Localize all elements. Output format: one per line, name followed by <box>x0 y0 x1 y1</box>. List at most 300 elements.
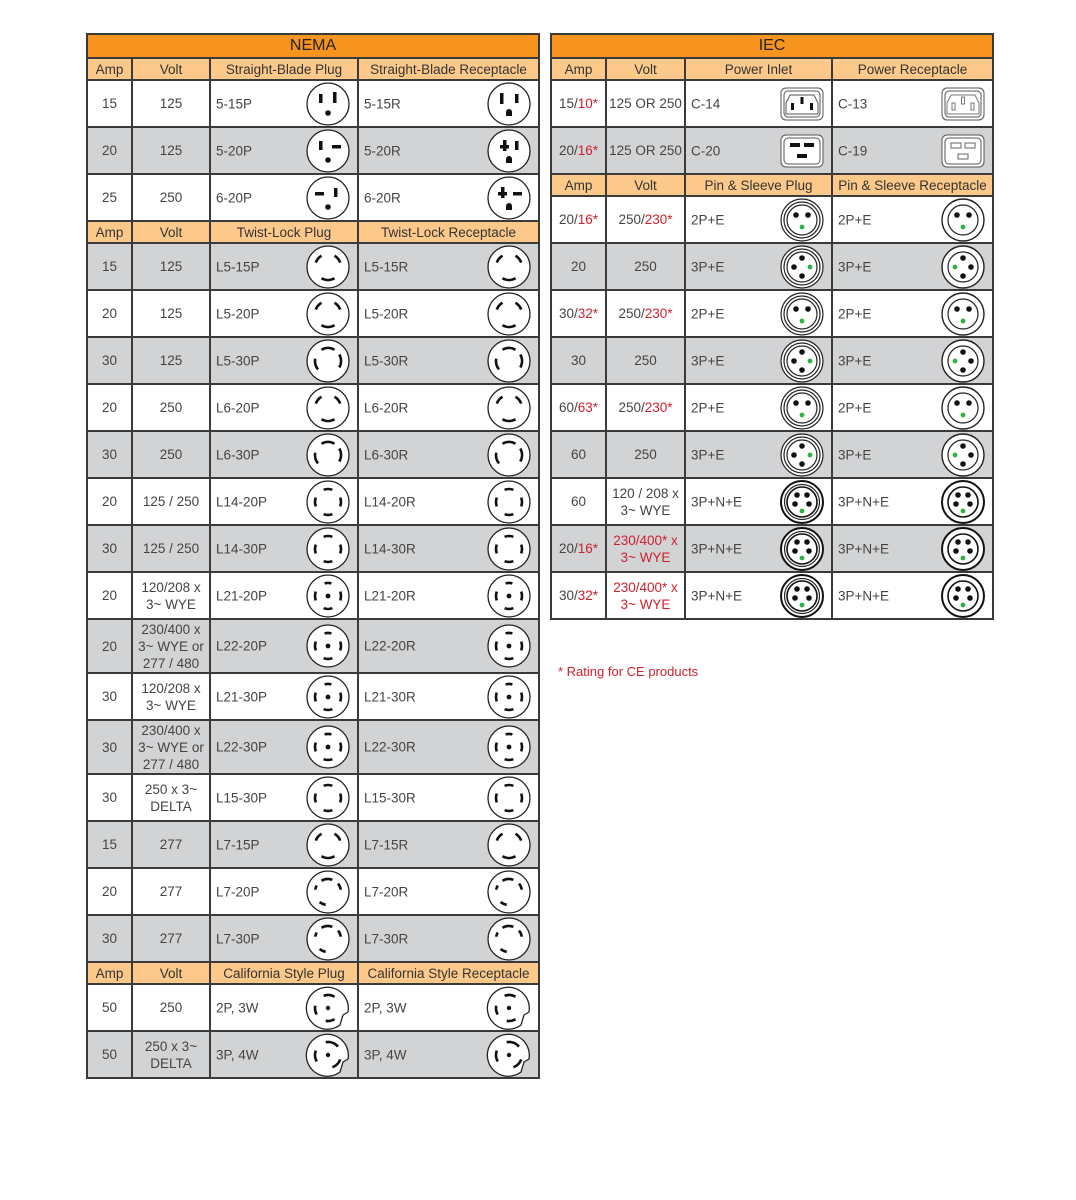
amp-cell <box>87 673 132 720</box>
plug-model: L22-20P <box>216 638 268 654</box>
volt-value: 120/208 x 3~ WYE <box>141 579 201 612</box>
plug-cell <box>685 290 832 337</box>
plug-model: 3P+N+E <box>691 541 743 556</box>
volt-ce-value: 230* <box>644 400 673 415</box>
nema-table <box>86 33 540 1079</box>
l14-30p-plug-icon <box>305 526 351 572</box>
amp-cell <box>87 1031 132 1078</box>
receptacle-cell <box>832 80 993 127</box>
receptacle-cell <box>358 774 539 821</box>
column-header-power-receptacle: Power Receptacle <box>832 58 993 80</box>
receptacle-cell <box>832 478 993 525</box>
plug-cell <box>210 572 358 619</box>
volt-value: 125 <box>159 96 183 111</box>
volt-value: 125 / 250 <box>142 494 200 509</box>
receptacle-cell <box>832 525 993 572</box>
3p-e-receptacle-icon <box>940 338 986 384</box>
volt-cell <box>132 174 210 221</box>
2p-e-plug-icon <box>779 385 825 431</box>
table-row <box>87 984 539 1031</box>
volt-cell <box>132 720 210 774</box>
amp-ce-value: 32* <box>577 588 599 603</box>
receptacle-cell <box>358 431 539 478</box>
amp-cell <box>87 720 132 774</box>
volt-value: 250 <box>634 353 657 368</box>
l14-20r-receptacle-icon <box>486 479 532 525</box>
l5-20p-plug-icon <box>305 291 351 337</box>
amp-value: 20 <box>570 259 587 274</box>
volt-value: 125 <box>159 259 183 274</box>
plug-cell <box>210 290 358 337</box>
volt-value: 120/208 x 3~ WYE <box>141 680 201 713</box>
nema-section-header <box>87 221 539 243</box>
plug-model: 2P, 3W <box>216 1000 259 1015</box>
table-row <box>551 127 993 174</box>
volt-cell <box>606 290 685 337</box>
plug-model: L7-30P <box>216 931 260 946</box>
l7-30p-plug-icon <box>305 916 351 962</box>
volt-ce-value: 230/400* x 3~ WYE <box>613 579 678 612</box>
receptacle-model: L5-20R <box>364 306 409 321</box>
plug-model: 3P+N+E <box>691 588 743 603</box>
plug-cell <box>210 774 358 821</box>
column-header-power-inlet: Power Inlet <box>685 58 832 80</box>
receptacle-model: 5-20R <box>364 143 401 158</box>
plug-model: 3P+E <box>691 259 725 274</box>
amp-value: 20/ <box>558 541 578 556</box>
volt-cell <box>132 290 210 337</box>
amp-value: 50 <box>101 1047 118 1062</box>
volt-value: 125 OR 250 <box>609 96 682 111</box>
l7-30r-receptacle-icon <box>486 916 532 962</box>
3p-n-e-plug-icon <box>779 479 825 525</box>
plug-cell <box>210 821 358 868</box>
receptacle-model: L6-20R <box>364 400 409 415</box>
plug-model: L21-30P <box>216 689 268 704</box>
receptacle-model: 2P+E <box>838 400 872 415</box>
receptacle-cell <box>358 337 539 384</box>
volt-value: 250 <box>159 447 183 462</box>
volt-cell <box>132 673 210 720</box>
plug-cell <box>210 720 358 774</box>
plug-model: 3P+E <box>691 353 725 368</box>
volt-cell <box>132 619 210 673</box>
receptacle-cell <box>358 478 539 525</box>
amp-value: 20 <box>101 400 118 415</box>
table-row <box>87 174 539 221</box>
plug-model: 5-20P <box>216 143 253 158</box>
receptacle-model: L21-30R <box>364 689 416 704</box>
receptacle-model: 3P+E <box>838 259 872 274</box>
receptacle-cell <box>358 619 539 673</box>
table-row <box>551 290 993 337</box>
receptacle-cell <box>832 384 993 431</box>
iec-body <box>551 58 993 619</box>
l5-15p-plug-icon <box>305 244 351 290</box>
volt-cell <box>132 984 210 1031</box>
volt-cell <box>606 127 685 174</box>
amp-cell <box>87 774 132 821</box>
receptacle-model: 5-15R <box>364 96 401 111</box>
2p-3w-plug-icon <box>305 985 351 1031</box>
volt-value: 230/400 x 3~ WYE or 277 / 480 <box>138 621 204 671</box>
table-row <box>551 431 993 478</box>
plug-model: L5-30P <box>216 353 260 368</box>
iec-title: IEC <box>551 34 993 58</box>
receptacle-cell <box>358 127 539 174</box>
amp-value: 30 <box>570 353 587 368</box>
column-header-amp: Amp <box>87 962 132 984</box>
l5-15r-receptacle-icon <box>486 244 532 290</box>
5-20p-plug-icon <box>305 128 351 174</box>
volt-cell <box>606 337 685 384</box>
volt-cell <box>132 337 210 384</box>
amp-cell <box>87 80 132 127</box>
volt-value: 250 <box>634 447 657 462</box>
l15-30r-receptacle-icon <box>486 775 532 821</box>
column-header-amp: Amp <box>551 174 606 196</box>
plug-cell <box>210 337 358 384</box>
table-row <box>87 478 539 525</box>
plug-cell <box>210 431 358 478</box>
receptacle-model: 3P, 4W <box>364 1047 407 1062</box>
column-header-pin-sleeve-plug: Pin & Sleeve Plug <box>685 174 832 196</box>
volt-ce-value: 230/400* x 3~ WYE <box>613 532 678 565</box>
l7-20p-plug-icon <box>305 869 351 915</box>
amp-cell <box>87 619 132 673</box>
l6-30p-plug-icon <box>305 432 351 478</box>
amp-cell <box>87 290 132 337</box>
amp-value: 20/ <box>558 143 578 158</box>
receptacle-cell <box>832 243 993 290</box>
3p-e-receptacle-icon <box>940 244 986 290</box>
plug-cell <box>210 673 358 720</box>
table-row <box>551 243 993 290</box>
table-row <box>87 572 539 619</box>
plug-model: 2P+E <box>691 306 725 321</box>
volt-cell <box>606 478 685 525</box>
amp-value: 20 <box>101 588 118 603</box>
plug-cell <box>685 196 832 243</box>
amp-cell <box>87 525 132 572</box>
amp-value: 30 <box>101 739 118 755</box>
volt-cell <box>606 572 685 619</box>
volt-cell <box>132 80 210 127</box>
plug-model: L7-15P <box>216 837 260 852</box>
receptacle-model: L5-30R <box>364 353 409 368</box>
receptacle-model: L15-30R <box>364 790 416 805</box>
volt-value: 250 x 3~ DELTA <box>144 781 198 814</box>
l21-30r-receptacle-icon <box>486 674 532 720</box>
receptacle-model: 3P+N+E <box>838 588 890 603</box>
volt-cell <box>132 431 210 478</box>
plug-cell <box>685 243 832 290</box>
3p-e-receptacle-icon <box>940 432 986 478</box>
amp-value: 15 <box>101 837 118 852</box>
plug-cell <box>685 478 832 525</box>
volt-value: 125 <box>159 353 183 368</box>
plug-cell <box>210 1031 358 1078</box>
ce-footnote: * Rating for CE products <box>558 664 699 679</box>
table-row <box>87 868 539 915</box>
table-row <box>551 384 993 431</box>
receptacle-cell <box>358 384 539 431</box>
plug-model: L14-30P <box>216 541 268 556</box>
volt-cell <box>606 243 685 290</box>
amp-value: 60 <box>570 447 587 462</box>
amp-ce-value: 10* <box>577 96 599 111</box>
amp-cell <box>87 127 132 174</box>
amp-value: 30 <box>101 689 118 704</box>
amp-cell <box>551 431 606 478</box>
amp-cell <box>551 384 606 431</box>
table-row <box>87 720 539 774</box>
column-header-volt: Volt <box>132 58 210 80</box>
plug-model: C-20 <box>691 143 721 158</box>
table-row <box>87 619 539 673</box>
plug-cell <box>210 127 358 174</box>
amp-value: 30 <box>101 447 118 462</box>
table-row <box>87 431 539 478</box>
2p-e-receptacle-icon <box>940 197 986 243</box>
3p-n-e-receptacle-icon <box>940 573 986 619</box>
volt-value: 250 <box>159 1000 183 1015</box>
volt-cell <box>132 1031 210 1078</box>
amp-value: 30 <box>101 931 118 946</box>
5-15p-plug-icon <box>305 81 351 127</box>
l7-20r-receptacle-icon <box>486 869 532 915</box>
volt-cell <box>132 243 210 290</box>
3p-e-plug-icon <box>779 338 825 384</box>
table-row <box>87 1031 539 1078</box>
amp-cell <box>87 821 132 868</box>
receptacle-model: L14-20R <box>364 494 416 509</box>
column-header-straight-blade-receptacle: Straight-Blade Receptacle <box>358 58 539 80</box>
amp-value: 20 <box>101 306 118 321</box>
amp-cell <box>87 337 132 384</box>
2p-e-plug-icon <box>779 197 825 243</box>
2p-e-receptacle-icon <box>940 291 986 337</box>
plug-model: L5-20P <box>216 306 260 321</box>
column-header-amp: Amp <box>87 221 132 243</box>
volt-value: 277 <box>159 837 183 852</box>
receptacle-cell <box>358 174 539 221</box>
column-header-california-style-receptacle: California Style Receptacle <box>358 962 539 984</box>
volt-cell <box>132 127 210 174</box>
receptacle-model: 6-20R <box>364 190 401 205</box>
plug-model: L21-20P <box>216 588 268 603</box>
plug-cell <box>685 384 832 431</box>
5-20r-receptacle-icon <box>486 128 532 174</box>
l5-30r-receptacle-icon <box>486 338 532 384</box>
amp-cell <box>87 572 132 619</box>
table-row <box>551 478 993 525</box>
amp-cell <box>87 478 132 525</box>
plug-model: L7-20P <box>216 884 260 899</box>
plug-model: 3P, 4W <box>216 1047 259 1062</box>
volt-cell <box>132 525 210 572</box>
3p-4w-plug-icon <box>305 1032 351 1078</box>
plug-model: 2P+E <box>691 212 725 227</box>
plug-cell <box>685 127 832 174</box>
volt-value: 277 <box>159 931 183 946</box>
volt-cell <box>606 525 685 572</box>
receptacle-cell <box>358 80 539 127</box>
plug-model: 3P+E <box>691 447 725 462</box>
column-header-california-style-plug: California Style Plug <box>210 962 358 984</box>
volt-value: 250 <box>159 400 183 415</box>
amp-value: 60/ <box>558 400 578 415</box>
amp-ce-value: 16* <box>577 541 599 556</box>
receptacle-cell <box>358 290 539 337</box>
volt-value: 277 <box>159 884 183 899</box>
plug-model: L6-20P <box>216 400 260 415</box>
receptacle-model: L22-20R <box>364 638 416 654</box>
amp-cell <box>87 868 132 915</box>
amp-cell <box>551 127 606 174</box>
amp-value: 20 <box>101 143 118 158</box>
receptacle-cell <box>358 720 539 774</box>
plug-model: 2P+E <box>691 400 725 415</box>
nema-section-header <box>87 962 539 984</box>
receptacle-model: C-19 <box>838 143 868 158</box>
receptacle-cell <box>358 868 539 915</box>
column-header-amp: Amp <box>87 58 132 80</box>
volt-value: 125 <box>159 306 183 321</box>
plug-cell <box>685 431 832 478</box>
c-19-receptacle-icon <box>940 128 986 174</box>
table-row <box>87 127 539 174</box>
plug-cell <box>210 384 358 431</box>
amp-ce-value: 16* <box>577 143 599 158</box>
c-13-receptacle-icon <box>940 81 986 127</box>
plug-cell <box>685 80 832 127</box>
receptacle-cell <box>358 984 539 1031</box>
amp-value: 60 <box>570 494 587 509</box>
receptacle-cell <box>832 290 993 337</box>
l6-20r-receptacle-icon <box>486 385 532 431</box>
column-header-amp: Amp <box>551 58 606 80</box>
plug-cell <box>210 915 358 962</box>
3p-n-e-receptacle-icon <box>940 526 986 572</box>
receptacle-model: 3P+E <box>838 353 872 368</box>
volt-value: 250 x 3~ DELTA <box>144 1038 198 1071</box>
amp-value: 20 <box>101 638 118 654</box>
receptacle-cell <box>358 673 539 720</box>
amp-cell <box>551 243 606 290</box>
c-20-plug-icon <box>779 128 825 174</box>
column-header-volt: Volt <box>606 174 685 196</box>
l14-30r-receptacle-icon <box>486 526 532 572</box>
volt-cell <box>606 196 685 243</box>
l5-20r-receptacle-icon <box>486 291 532 337</box>
receptacle-cell <box>832 431 993 478</box>
table-row <box>87 290 539 337</box>
amp-value: 15 <box>101 259 118 274</box>
plug-cell <box>685 337 832 384</box>
amp-value: 30 <box>101 541 118 556</box>
amp-ce-value: 32* <box>577 306 599 321</box>
l22-30r-receptacle-icon <box>486 724 532 770</box>
receptacle-model: 3P+N+E <box>838 541 890 556</box>
amp-value: 20 <box>101 884 118 899</box>
table-row <box>551 337 993 384</box>
amp-cell <box>87 384 132 431</box>
amp-cell <box>87 243 132 290</box>
l5-30p-plug-icon <box>305 338 351 384</box>
volt-value: 250/ <box>618 306 645 321</box>
2p-e-receptacle-icon <box>940 385 986 431</box>
amp-cell <box>87 431 132 478</box>
table-row <box>551 572 993 619</box>
receptacle-cell <box>358 243 539 290</box>
amp-value: 30 <box>101 790 118 805</box>
plug-cell <box>210 478 358 525</box>
volt-value: 230/400 x 3~ WYE or 277 / 480 <box>138 722 204 772</box>
table-row <box>87 525 539 572</box>
receptacle-model: L14-30R <box>364 541 416 556</box>
l15-30p-plug-icon <box>305 775 351 821</box>
column-header-volt: Volt <box>606 58 685 80</box>
plug-model: L15-30P <box>216 790 268 805</box>
volt-value: 250/ <box>618 400 645 415</box>
table-row <box>87 915 539 962</box>
table-row <box>87 243 539 290</box>
plug-model: L6-30P <box>216 447 260 462</box>
receptacle-model: L7-30R <box>364 931 409 946</box>
table-row <box>87 80 539 127</box>
volt-value: 125 <box>159 143 183 158</box>
volt-ce-value: 230* <box>644 212 673 227</box>
amp-ce-value: 63* <box>577 400 599 415</box>
receptacle-cell <box>832 572 993 619</box>
6-20p-plug-icon <box>305 175 351 221</box>
amp-value: 30/ <box>558 588 578 603</box>
volt-value: 250 <box>634 259 657 274</box>
receptacle-model: L7-15R <box>364 837 409 852</box>
receptacle-model: L21-20R <box>364 588 416 603</box>
receptacle-cell <box>358 525 539 572</box>
l7-15r-receptacle-icon <box>486 822 532 868</box>
volt-value: 125 OR 250 <box>609 143 682 158</box>
volt-cell <box>132 384 210 431</box>
receptacle-model: 3P+N+E <box>838 494 890 509</box>
receptacle-model: L5-15R <box>364 259 409 274</box>
column-header-twist-lock-receptacle: Twist-Lock Receptacle <box>358 221 539 243</box>
receptacle-model: 2P+E <box>838 212 872 227</box>
l22-30p-plug-icon <box>305 724 351 770</box>
plug-cell <box>210 174 358 221</box>
column-header-twist-lock-plug: Twist-Lock Plug <box>210 221 358 243</box>
volt-cell <box>132 478 210 525</box>
amp-cell <box>551 572 606 619</box>
plug-cell <box>685 525 832 572</box>
table-row <box>551 525 993 572</box>
3p-e-plug-icon <box>779 244 825 290</box>
plug-cell <box>210 984 358 1031</box>
l22-20r-receptacle-icon <box>486 623 532 669</box>
3p-n-e-plug-icon <box>779 573 825 619</box>
amp-cell <box>551 80 606 127</box>
iec-section-header <box>551 174 993 196</box>
amp-value: 30 <box>101 353 118 368</box>
volt-cell <box>132 915 210 962</box>
receptacle-model: 3P+E <box>838 447 872 462</box>
receptacle-model: C-13 <box>838 96 868 111</box>
plug-model: 5-15P <box>216 96 253 111</box>
2p-e-plug-icon <box>779 291 825 337</box>
6-20r-receptacle-icon <box>486 175 532 221</box>
